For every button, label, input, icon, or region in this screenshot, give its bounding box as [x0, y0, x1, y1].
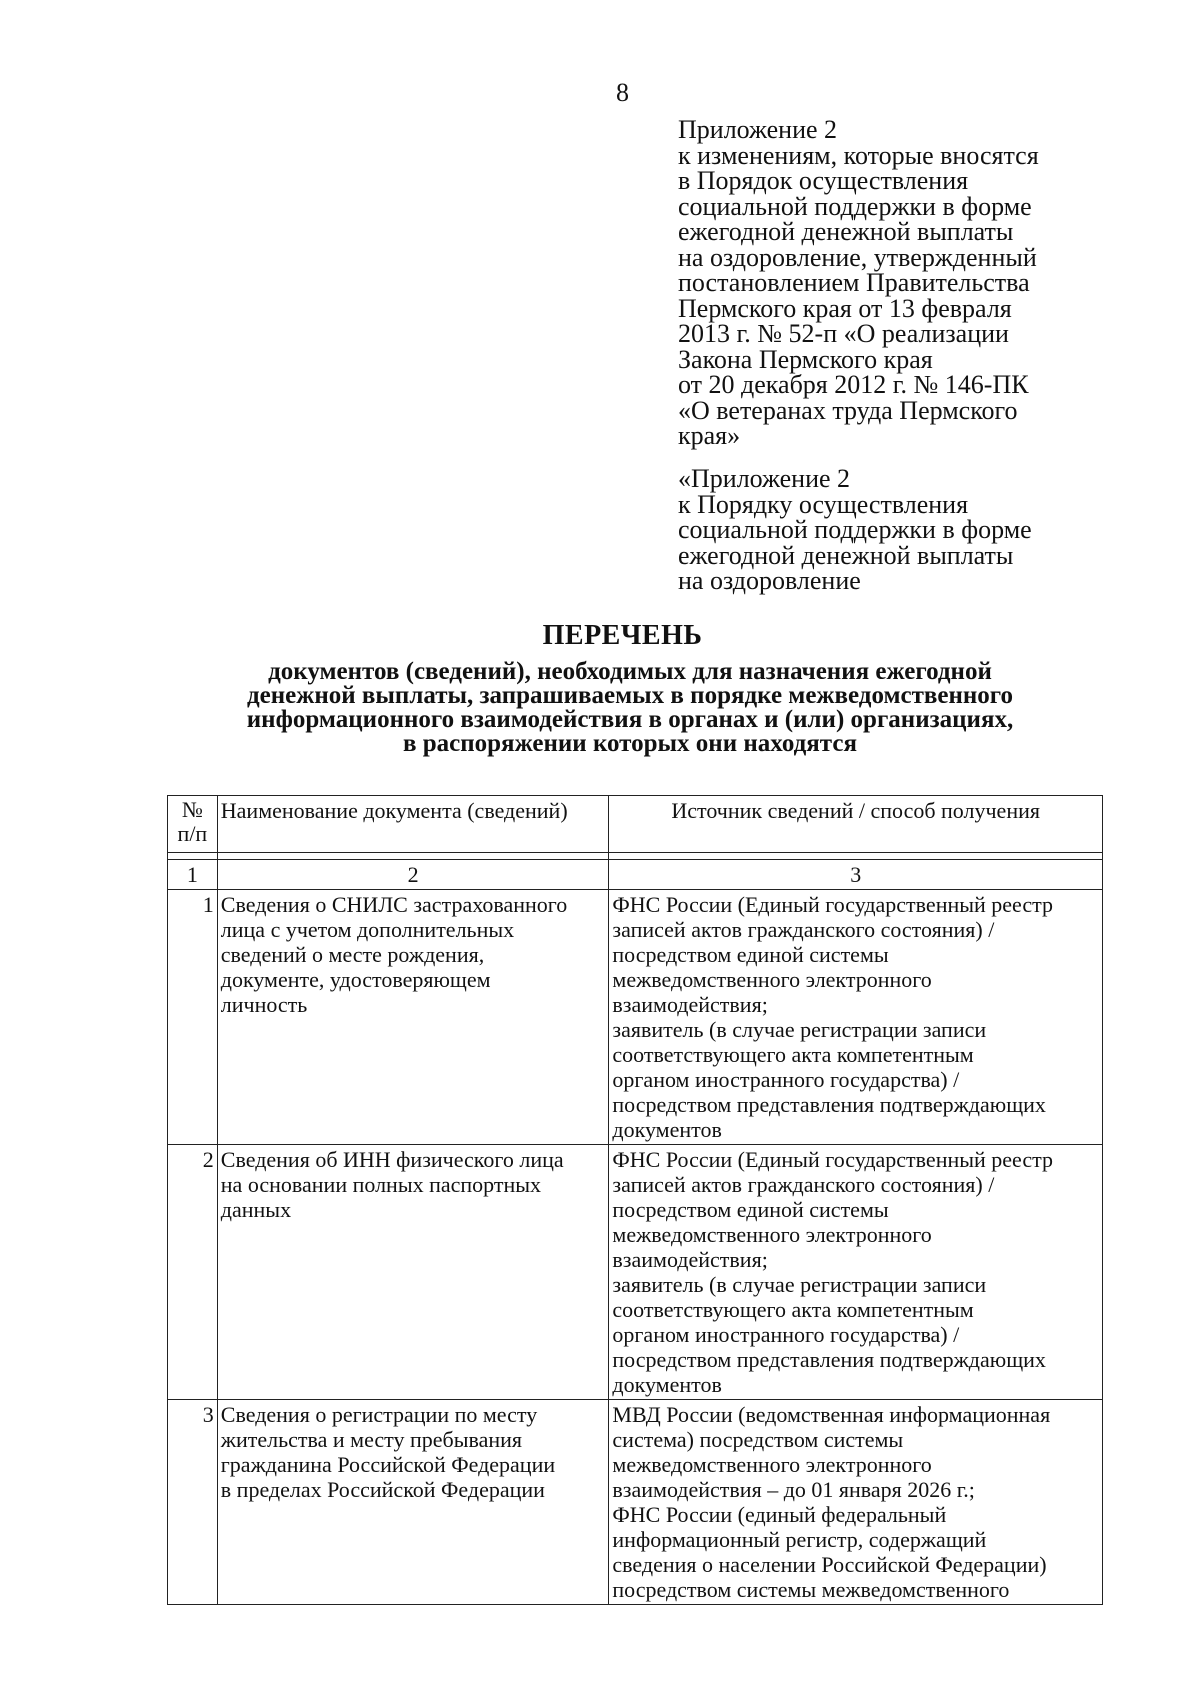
- appendix-header-line: 2013 г. № 52-п «О реализации: [678, 319, 1009, 348]
- appendix-header-line: от 20 декабря 2012 г. № 146-ПК: [678, 370, 1029, 399]
- cell-line: соответствующего акта компетентным: [612, 1042, 974, 1067]
- cell-line: межведомственного электронного: [612, 1452, 932, 1477]
- header-num-top: №: [181, 797, 203, 822]
- row-number: 3: [168, 1400, 218, 1605]
- appendix-header-line: на оздоровление, утвержденный: [678, 242, 1037, 272]
- cell-line: документов: [612, 1372, 722, 1397]
- appendix-header: [678, 117, 1098, 449]
- cell-line: в пределах Российской Федерации: [220, 1477, 545, 1502]
- header-source: Источник сведений / способ получения: [609, 796, 1103, 853]
- cell-line: лица с учетом дополнительных: [220, 917, 515, 942]
- cell-line: органом иностранного государства) /: [612, 1067, 960, 1092]
- cell-line: заявитель (в случае регистрации записи: [612, 1272, 987, 1297]
- cell-line: взаимодействия;: [612, 992, 768, 1017]
- appendix-inner-line: к Порядку осуществления: [678, 489, 969, 519]
- cell-line: сведений о месте рождения,: [220, 942, 485, 967]
- cell-line: межведомственного электронного: [612, 1222, 932, 1247]
- cell-line: посредством единой системы: [612, 1197, 889, 1222]
- cell-line: Сведения о регистрации по месту: [220, 1402, 538, 1427]
- subtitle-line: в распоряжении которых они находятся: [403, 730, 857, 757]
- cell-line: ФНС России (Единый государственный реестр: [612, 1147, 1054, 1172]
- cell-line: межведомственного электронного: [612, 967, 932, 992]
- subtitle-line: денежной выплаты, запрашиваемых в порядке межведомственного: [246, 682, 1014, 709]
- cell-line: заявитель (в случае регистрации записи: [612, 1017, 987, 1042]
- cell-line: МВД России (ведомственная информационная: [612, 1402, 1051, 1427]
- header-separator: [168, 853, 1103, 860]
- cell-line: сведения о населении Российской Федерации): [612, 1552, 1047, 1577]
- source-cell: [609, 890, 1103, 1145]
- cell-line: ФНС России (единый федеральный: [612, 1502, 947, 1527]
- cell-line: ФНС России (Единый государственный реестр: [612, 892, 1054, 917]
- subtitle-line: информационного взаимодействия в органах и (или) организациях,: [246, 706, 1014, 733]
- cell-line: личность: [220, 992, 308, 1017]
- column-number: 1: [168, 860, 218, 890]
- appendix-inner-line: социальной поддержки в форме: [678, 515, 1032, 544]
- table-header-row: [168, 796, 1103, 853]
- cell-line: органом иностранного государства) /: [612, 1322, 960, 1347]
- appendix-inner-line: ежегодной денежной выплаты: [678, 540, 1014, 570]
- cell-line: информационный регистр, содержащий: [612, 1527, 987, 1552]
- page-number: 8: [616, 78, 629, 107]
- column-number: 2: [217, 860, 609, 890]
- row-number: 2: [168, 1145, 218, 1400]
- source-cell: [609, 1400, 1103, 1605]
- header-num: [168, 796, 218, 853]
- appendix-header-line: края»: [678, 421, 741, 450]
- appendix-header-line: к изменениям, которые вносятся: [678, 140, 1039, 170]
- document-name-cell: [217, 890, 609, 1145]
- appendix-header-line: Закона Пермского края: [678, 344, 933, 374]
- appendix-inner-line: на оздоровление: [678, 566, 861, 595]
- cell-line: Сведения о СНИЛС застрахованного: [220, 892, 568, 917]
- cell-line: гражданина Российской Федерации: [220, 1452, 556, 1477]
- document-title: ПЕРЕЧЕНЬ: [542, 620, 703, 651]
- cell-line: взаимодействия – до 01 января 2026 г.;: [612, 1477, 975, 1502]
- appendix-header-line: в Порядок осуществления: [678, 166, 969, 195]
- cell-line: соответствующего акта компетентным: [612, 1297, 974, 1322]
- cell-line: документов: [612, 1117, 722, 1142]
- cell-line: Сведения об ИНН физического лица: [220, 1147, 564, 1172]
- appendix-header-line: социальной поддержки в форме: [678, 191, 1032, 221]
- cell-line: посредством единой системы: [612, 942, 889, 967]
- subtitle-line: документов (сведений), необходимых для назначения ежегодной: [268, 658, 992, 685]
- header-name: Наименование документа (сведений): [217, 796, 609, 853]
- header-num-bottom: п/п: [177, 821, 208, 846]
- appendix-header-line: ежегодной денежной выплаты: [678, 217, 1014, 246]
- column-number: 3: [609, 860, 1103, 890]
- cell-line: записей актов гражданского состояния) /: [612, 917, 995, 942]
- table-row: [168, 890, 1103, 1145]
- cell-line: система) посредством системы: [612, 1427, 904, 1452]
- cell-line: документе, удостоверяющем: [220, 967, 491, 992]
- cell-line: записей актов гражданского состояния) /: [612, 1172, 995, 1197]
- cell-line: на основании полных паспортных: [220, 1172, 542, 1197]
- document-name-cell: [217, 1145, 609, 1400]
- row-number: 1: [168, 890, 218, 1145]
- appendix-inner-line: «Приложение 2: [678, 464, 851, 493]
- cell-line: данных: [220, 1197, 292, 1222]
- appendix-header-line: Пермского края от 13 февраля: [678, 293, 1012, 323]
- appendix-header-line: «О ветеранах труда Пермского: [678, 395, 1018, 425]
- cell-line: посредством системы межведомственного: [612, 1577, 1010, 1602]
- document-name-cell: [217, 1400, 609, 1605]
- cell-line: посредством представления подтверждающих: [612, 1347, 1046, 1372]
- table-row: [168, 1400, 1103, 1605]
- column-number-row: [168, 860, 1103, 890]
- appendix-header-line: постановлением Правительства: [678, 268, 1030, 297]
- cell-line: жительства и месту пребывания: [220, 1427, 523, 1452]
- table-row: [168, 1145, 1103, 1400]
- document-subtitle: [150, 660, 1110, 756]
- cell-line: посредством представления подтверждающих: [612, 1092, 1046, 1117]
- appendix-header-line: Приложение 2: [678, 115, 838, 144]
- source-cell: [609, 1145, 1103, 1400]
- appendix-inner-header: [678, 466, 1098, 594]
- documents-table: [167, 795, 1103, 1605]
- cell-line: взаимодействия;: [612, 1247, 768, 1272]
